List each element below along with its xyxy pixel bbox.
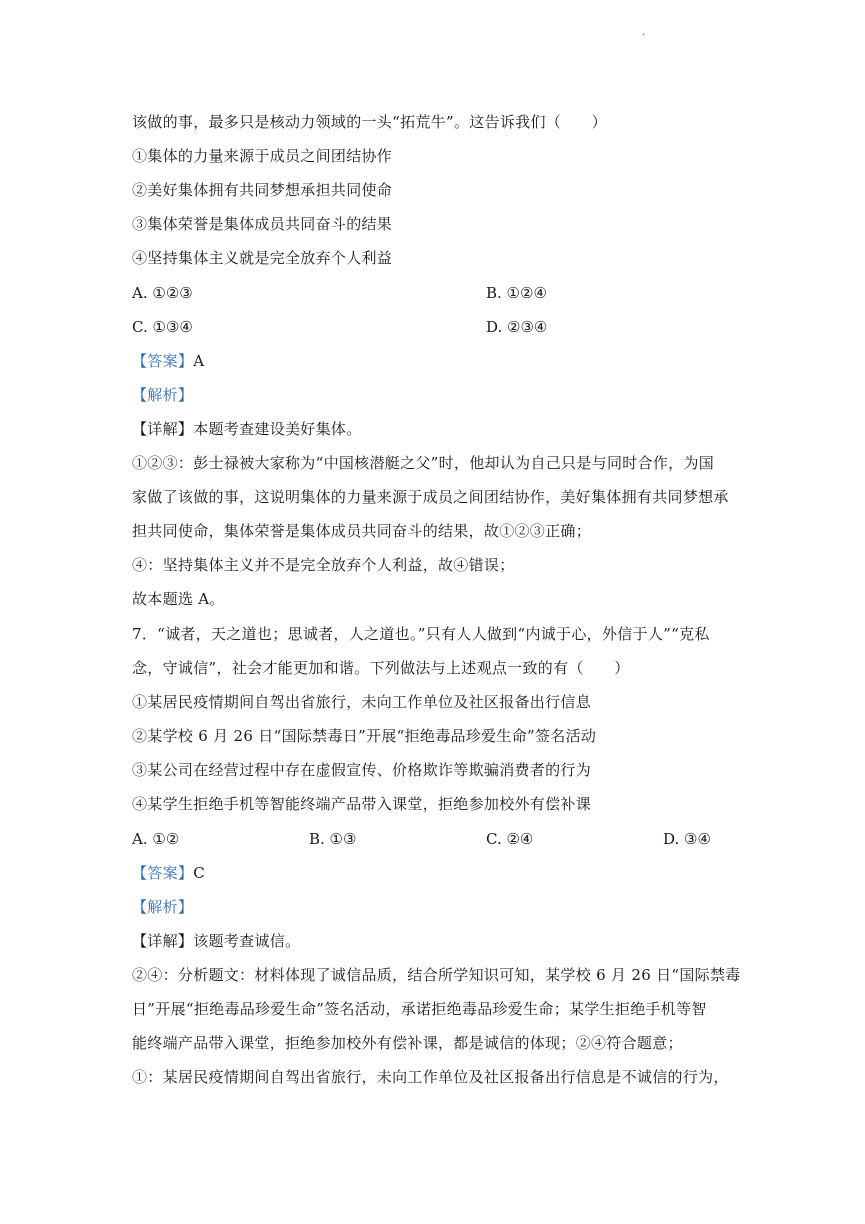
q7-explanation-line-3: 能终端产品带入课堂，拒绝参加校外有偿补课，都是诚信的体现；②④符合题意； [132, 1034, 683, 1052]
q7-item-1: ①某居民疫情期间自驾出省旅行，未向工作单位及社区报备出行信息 [132, 693, 592, 711]
q6-answer [132, 351, 204, 371]
q7-item-3: ③某公司在经营过程中存在虚假宣传、价格欺诈等欺骗消费者的行为 [132, 761, 592, 779]
q6-detail-text: 本题考查建设美好集体。 [193, 420, 362, 438]
q6-option-a: A. ①②③ [132, 284, 193, 302]
q6-item-4: ④坚持集体主义就是完全放弃个人利益 [132, 249, 393, 267]
q6-explanation-line-1: ①②③：彭士禄被大家称为“中国核潜艇之父”时，他却认为自己只是与同时合作，为国 [132, 454, 715, 472]
q6-explanation-line-3: 担共同使命，集体荣誉是集体成员共同奋斗的结果，故①②③正确； [132, 522, 592, 540]
q7-analysis-label: 【解析】 [132, 898, 194, 916]
q6-analysis-label: 【解析】 [132, 386, 194, 404]
q6-detail-label: 【详解】 [132, 420, 194, 438]
q7-answer-label: 【答案】 [132, 864, 194, 882]
q6-answer-label: 【答案】 [132, 352, 194, 370]
q7-explanation-line-2: 日”开展“拒绝毒品珍爱生命”签名活动，承诺拒绝毒品珍爱生命；某学生拒绝手机等智 [132, 1000, 707, 1018]
q7-option-a: A. ①② [132, 830, 180, 848]
q7-option-c: C. ②④ [486, 830, 534, 848]
q6-stem-tail: 该做的事，最多只是核动力领域的一头“拓荒牛”。这告诉我们（ ） [132, 113, 607, 131]
q6-option-d: D. ②③④ [486, 318, 548, 336]
q7-answer-value: C [193, 864, 205, 882]
q6-explanation-line-5: 故本题选 A。 [132, 590, 225, 608]
q7-explanation-line-1: ②④：分析题文：材料体现了诚信品质，结合所学知识可知，某学校 6 月 26 日“国际禁毒 [132, 966, 741, 984]
q6-option-c: C. ①③④ [132, 318, 193, 336]
page-mark: · [642, 30, 646, 41]
q6-explanation-line-4: ④：坚持集体主义并不是完全放弃个人利益，故④错误； [132, 556, 515, 574]
q7-detail-label: 【详解】 [132, 932, 194, 950]
q7-option-b: B. ①③ [309, 830, 357, 848]
q7-detail-text: 该题考查诚信。 [193, 932, 301, 950]
q7-item-2: ②某学校 6 月 26 日“国际禁毒日”开展“拒绝毒品珍爱生命”签名活动 [132, 727, 597, 745]
q6-item-2: ②美好集体拥有共同梦想承担共同使命 [132, 181, 393, 199]
q6-answer-value: A [193, 352, 205, 370]
q6-item-1: ①集体的力量来源于成员之间团结协作 [132, 147, 393, 165]
q7-stem-line-2: 念，守诚信”，社会才能更加和谐。下列做法与上述观点一致的有（ ） [132, 659, 630, 677]
q7-item-4: ④某学生拒绝手机等智能终端产品带入课堂，拒绝参加校外有偿补课 [132, 795, 592, 813]
q7-explanation-line-4: ①：某居民疫情期间自驾出省旅行，未向工作单位及社区报备出行信息是不诚信的行为， [132, 1068, 729, 1086]
q6-option-b: B. ①②④ [486, 284, 547, 302]
q6-item-3: ③集体荣誉是集体成员共同奋斗的结果 [132, 215, 393, 233]
q7-detail [132, 931, 300, 951]
q7-stem-line-1: 7．“诚者，天之道也；思诚者，人之道也。”只有人人做到“内诚于心，外信于人”“克私 [132, 625, 710, 643]
q6-explanation-line-2: 家做了该做的事，这说明集体的力量来源于成员之间团结协作，美好集体拥有共同梦想承 [132, 488, 729, 506]
q7-option-d: D. ③④ [663, 830, 711, 848]
q6-detail [132, 419, 362, 439]
q7-answer [132, 863, 205, 883]
